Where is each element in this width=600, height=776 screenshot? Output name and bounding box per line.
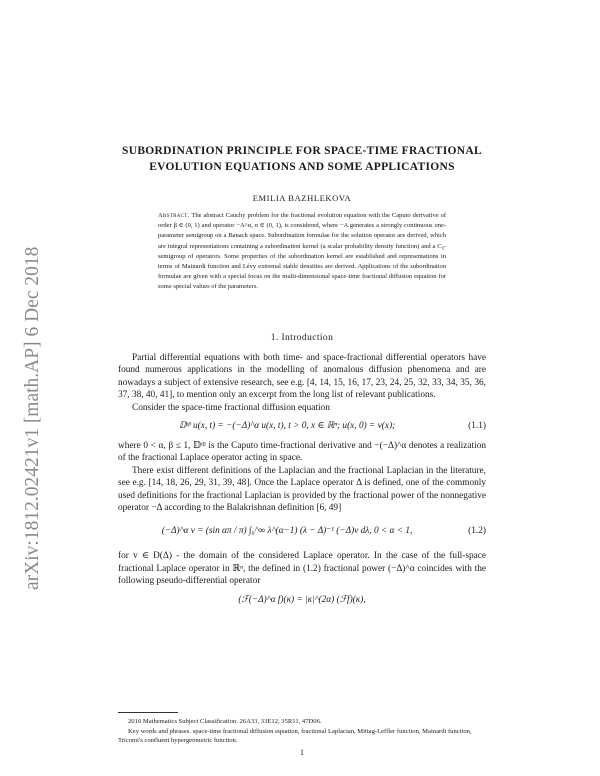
- paragraph-3: where 0 < α, β ≤ 1, 𝔻ᵗᵝ is the Caputo time-fractional derivative and −(−Δ)^α denotes a realization of the fractional Laplace operator acting in space.: [118, 441, 486, 464]
- footnote-keywords: Key words and phrases. space-time fractional diffusion equation, fractional Laplacian, Mittag-Leffler function, Mainardi function, Tricomi's confluent hypergeometric function.: [118, 727, 472, 745]
- paragraph-5: for v ∈ D(Δ) - the domain of the considered Laplace operator. In the case of the full-space fractional Laplace operator in ℝⁿ, the defined in (1.2) fractional power (−Δ)^α coincides with the following pseudo-differential operator: [118, 551, 486, 587]
- equation-1-2-number: (1.2): [468, 526, 486, 537]
- equation-1-1-content: 𝔻ᵗᵝ u(x, t) = −(−Δ)^α u(x, t), t > 0, x ∈ ℝⁿ; u(x, 0) = v(x);: [178, 421, 396, 432]
- abstract-text: The abstract Cauchy problem for the fractional evolution equation with the Caputo derivative of order β ∈ (0, 1) and operator −A^α, α ∈ (0, 1), is considered, where −A generates a strongly continuous one-parameter semigroup on a Banach space. Subordination formulae for the solution operator are derived, which are integral representations containing a subordination kernel (a scalar probability density function) and a C₀-semigroup of operators. Some properties of the subordination kernel are established and representations in terms of Mainardi function and Lévy extremal stable densities are derived. Applications of the subordination formulae are given with a special focus on the multi-dimensional space-time fractional diffusion equation for some special values of the parameters.: [158, 212, 446, 291]
- arxiv-identifier-text: arXiv:1812.02421v1 [math.AP] 6 Dec 2018: [22, 246, 43, 590]
- page-number: 1: [300, 748, 304, 757]
- equation-1-2: [118, 514, 486, 550]
- paragraph-4: There exist different definitions of the Laplacian and the fractional Laplacian in the literature, see e.g. [14, 18, 26, 29, 31, 39, 48]. Once the Laplace operator Δ is defined, one of the commonly used definitions for the fractional Laplacian is provided by the fractional power of the nonnegative operator −Δ according to the Balakrishnan definition [6, 49]: [118, 465, 486, 514]
- body-text: [118, 352, 486, 614]
- arxiv-identifier-stamp: [8, 0, 48, 776]
- abstract-label: Abstract.: [158, 212, 190, 219]
- title-line-2: EVOLUTION EQUATIONS AND SOME APPLICATIONS: [149, 161, 455, 173]
- equation-unnumbered: [118, 588, 486, 614]
- equation-1-1-number: (1.1): [468, 421, 486, 432]
- section-heading: 1. Introduction: [270, 333, 334, 343]
- abstract: [158, 211, 446, 293]
- equation-1-2-content: (−Δ)^α v = (sin απ / π) ∫₀^∞ λ^(α−1) (λ − Δ)⁻¹ (−Δ)v dλ, 0 < α < 1,: [161, 526, 413, 537]
- paragraph-2: Consider the space-time fractional diffusion equation: [132, 402, 330, 413]
- equation-unnumbered-content: (ℱ(−Δ)^α f)(κ) = |κ|^(2α) (ℱf)(κ),: [238, 594, 366, 605]
- author-name: EMILIA BAZHLEKOVA: [252, 193, 352, 203]
- footnote-msc: 2010 Mathematics Subject Classification. 26A33, 33E12, 35R11, 47D06.: [128, 718, 322, 725]
- arxiv-identifier-svg: [8, 0, 48, 776]
- title-line-1: SUBORDINATION PRINCIPLE FOR SPACE-TIME FRACTIONAL: [122, 145, 482, 157]
- footnotes: [118, 712, 486, 746]
- paper-title: [118, 143, 486, 175]
- paragraph-1: Partial differential equations with both time- and space-fractional differential operators have found numerous applications in the modelling of anomalous diffusion phenomena and are nowadays a subject of extensive research, see e.g. [4, 14, 15, 16, 17, 23, 24, 25, 32, 33, 34, 35, 36, 37, 38, 40, 41], to mention only an excerpt from the long list of relevant publications.: [118, 353, 486, 401]
- footnote-rule: [118, 712, 178, 713]
- equation-1-1: [118, 414, 486, 440]
